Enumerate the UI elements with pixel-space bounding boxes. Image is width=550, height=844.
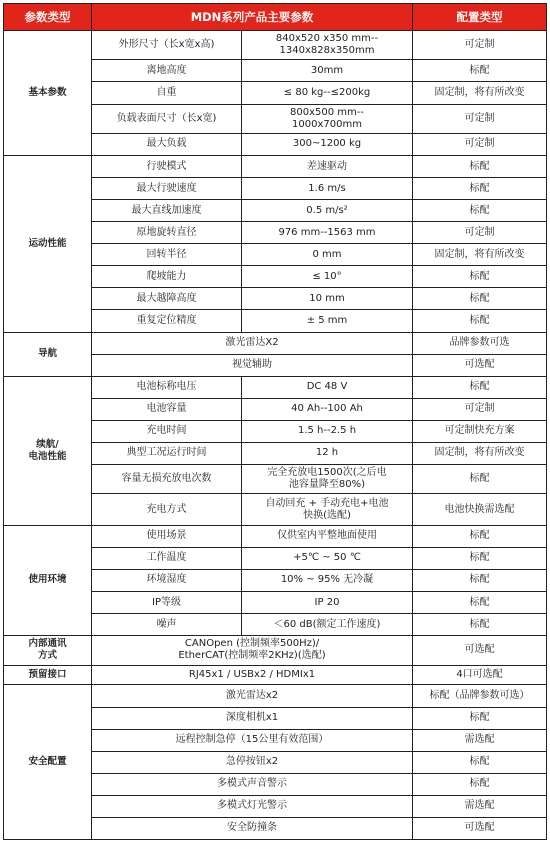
config-cell: 标配 (413, 200, 547, 222)
spec-body (4, 31, 547, 840)
config-cell: 标配 (413, 525, 547, 547)
item-cell: 急停按钮x2 (92, 751, 413, 773)
config-cell: 标配 (413, 751, 547, 773)
param-value: +5℃ ~ 50 ℃ (242, 547, 413, 569)
config-cell: 标配 (413, 60, 547, 82)
param-value: 800x500 mm-- 1000x700mm (242, 104, 413, 133)
header-param-type: 参数类型 (4, 4, 92, 31)
param-name: 电池标称电压 (92, 376, 242, 398)
param-value: 0.5 m/s² (242, 200, 413, 222)
param-name: 离地高度 (92, 60, 242, 82)
param-value: 仅供室内平整地面使用 (242, 525, 413, 547)
config-cell: 可选配 (413, 636, 547, 665)
category-cell: 安全配置 (4, 685, 92, 840)
item-cell: 激光雷达X2 (92, 332, 413, 354)
item-cell: 视觉辅助 (92, 354, 413, 376)
header-main-params: MDN系列产品主要参数 (92, 4, 413, 31)
param-value: 12 h (242, 442, 413, 464)
header-row (4, 4, 547, 31)
param-name: 典型工况运行时间 (92, 442, 242, 464)
spec-table (3, 3, 547, 840)
config-cell: 标配 (413, 773, 547, 795)
config-cell: 标配 (413, 266, 547, 288)
param-value: IP 20 (242, 591, 413, 613)
param-name: 最大直线加速度 (92, 200, 242, 222)
category-cell: 导航 (4, 332, 92, 376)
config-cell: 标配 (413, 464, 547, 493)
table-row (4, 332, 547, 354)
param-name: 负载表面尺寸（长x宽) (92, 104, 242, 133)
config-cell: 可定制快充方案 (413, 420, 547, 442)
config-cell: 可定制 (413, 133, 547, 155)
param-name: 噪声 (92, 614, 242, 636)
param-name: 工作温度 (92, 547, 242, 569)
category-cell: 预留接口 (4, 665, 92, 685)
category-cell: 基本参数 (4, 31, 92, 156)
param-value: 1.6 m/s (242, 178, 413, 200)
param-name: 充电时间 (92, 420, 242, 442)
item-cell: CANOpen (控制频率500Hz)/ EtherCAT(控制频率2KHz)(选配) (92, 636, 413, 665)
config-cell: 可定制 (413, 398, 547, 420)
table-row (4, 376, 547, 398)
param-name: 重复定位精度 (92, 310, 242, 332)
param-value: 0 mm (242, 244, 413, 266)
config-cell: 标配 (413, 707, 547, 729)
param-name: 容量无损充放电次数 (92, 464, 242, 493)
param-value: 840x520 x350 mm-- 1340x828x350mm (242, 31, 413, 60)
config-cell: 固定制，将有所改变 (413, 82, 547, 104)
config-cell: 标配 (413, 569, 547, 591)
table-row (4, 525, 547, 547)
config-cell: 固定制，将有所改变 (413, 442, 547, 464)
param-name: 环境湿度 (92, 569, 242, 591)
table-row (4, 685, 547, 707)
table-row (4, 31, 547, 60)
item-cell: 远程控制急停（15公里有效范围） (92, 729, 413, 751)
config-cell: 需选配 (413, 795, 547, 817)
config-cell: 标配 (413, 376, 547, 398)
config-cell: 固定制，将有所改变 (413, 244, 547, 266)
param-value: 1.5 h--2.5 h (242, 420, 413, 442)
config-cell: 可定制 (413, 104, 547, 133)
config-cell: 标配 (413, 614, 547, 636)
config-cell: 标配 (413, 288, 547, 310)
param-name: 回转半径 (92, 244, 242, 266)
param-value: ＜60 dB(额定工作速度) (242, 614, 413, 636)
header-config-type: 配置类型 (413, 4, 547, 31)
config-cell: 品牌参数可选 (413, 332, 547, 354)
config-cell: 标配 (413, 591, 547, 613)
param-name: 使用场景 (92, 525, 242, 547)
param-value: 自动回充 + 手动充电+电池 快换(选配) (242, 494, 413, 526)
item-cell: RJ45x1 / USBx2 / HDMIx1 (92, 665, 413, 685)
category-cell: 内部通讯 方式 (4, 636, 92, 665)
config-cell: 需选配 (413, 729, 547, 751)
param-name: 最大越障高度 (92, 288, 242, 310)
table-row (4, 665, 547, 685)
param-value: 完全充放电1500次(之后电 池容量降至80%) (242, 464, 413, 493)
category-cell: 续航/ 电池性能 (4, 376, 92, 525)
param-value: 30mm (242, 60, 413, 82)
item-cell: 安全防撞条 (92, 817, 413, 839)
item-cell: 激光雷达x2 (92, 685, 413, 707)
param-value: 976 mm--1563 mm (242, 222, 413, 244)
param-name: 爬坡能力 (92, 266, 242, 288)
table-row (4, 156, 547, 178)
param-value: ≤ 80 kg--≤200kg (242, 82, 413, 104)
config-cell: 可定制 (413, 31, 547, 60)
category-cell: 使用环境 (4, 525, 92, 635)
param-name: 行驶模式 (92, 156, 242, 178)
param-name: 最大行驶速度 (92, 178, 242, 200)
param-name: IP等级 (92, 591, 242, 613)
param-name: 原地旋转直径 (92, 222, 242, 244)
config-cell: 4口可选配 (413, 665, 547, 685)
config-cell: 可选配 (413, 817, 547, 839)
param-value: 300~1200 kg (242, 133, 413, 155)
config-cell: 可选配 (413, 354, 547, 376)
param-name: 充电方式 (92, 494, 242, 526)
config-cell: 标配 (413, 156, 547, 178)
config-cell: 标配 (413, 178, 547, 200)
param-value: 40 Ah--100 Ah (242, 398, 413, 420)
item-cell: 多模式灯光警示 (92, 795, 413, 817)
category-cell: 运动性能 (4, 156, 92, 333)
param-value: 差速驱动 (242, 156, 413, 178)
config-cell: 标配 (413, 547, 547, 569)
param-value: ± 5 mm (242, 310, 413, 332)
param-value: 10 mm (242, 288, 413, 310)
item-cell: 多模式声音警示 (92, 773, 413, 795)
param-value: 10% ~ 95% 无冷凝 (242, 569, 413, 591)
table-row (4, 636, 547, 665)
config-cell: 可定制 (413, 222, 547, 244)
config-cell: 电池快换需选配 (413, 494, 547, 526)
config-cell: 标配 (413, 310, 547, 332)
item-cell: 深度相机x1 (92, 707, 413, 729)
param-name: 最大负载 (92, 133, 242, 155)
config-cell: 标配（品牌参数可选） (413, 685, 547, 707)
param-value: DC 48 V (242, 376, 413, 398)
param-value: ≤ 10° (242, 266, 413, 288)
param-name: 电池容量 (92, 398, 242, 420)
param-name: 外形尺寸（长x宽x高) (92, 31, 242, 60)
param-name: 自重 (92, 82, 242, 104)
